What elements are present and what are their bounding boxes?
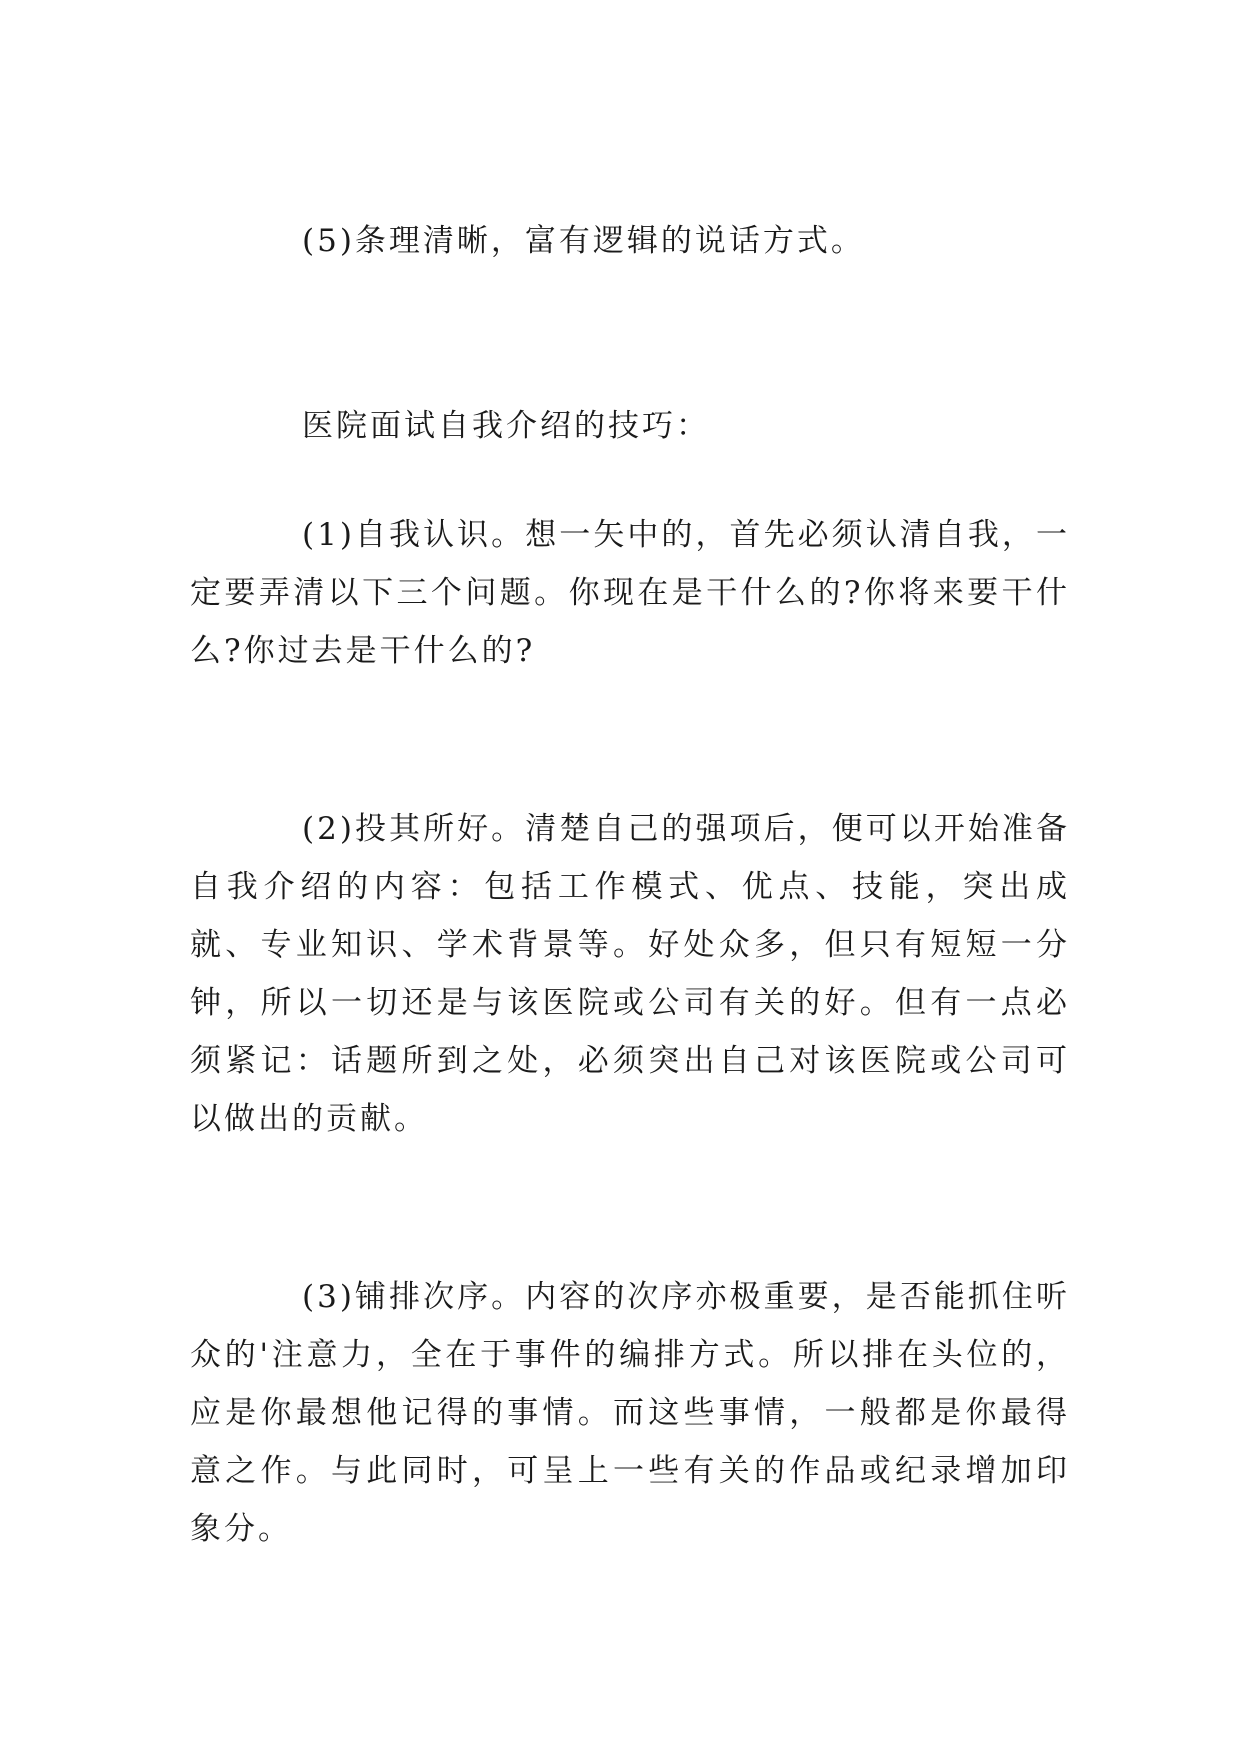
paragraph-point-5: (5)条理清晰，富有逻辑的说话方式。 bbox=[302, 223, 865, 259]
paragraph-tip-3: (3)铺排次序。内容的次序亦极重要，是否能抓住听众的'注意力，全在于事件的编排方式。所以排在头位的，应是你最想他记得的事情。而这些事情，一般都是你最得意之作。与此同时，可呈上一些有关的作品或纪录增加印象分。 bbox=[190, 1279, 1070, 1547]
section-heading: 医院面试自我介绍的技巧： bbox=[302, 408, 710, 444]
paragraph-tip-2: (2)投其所好。清楚自己的强项后，便可以开始准备自我介绍的内容：包括工作模式、优点、技能，突出成就、专业知识、学术背景等。好处众多，但只有短短一分钟，所以一切还是与该医院或公司有关的好。但有一点必须紧记：话题所到之处，必须突出自己对该医院或公司可以做出的贡献。 bbox=[190, 811, 1070, 1137]
paragraph-tip-1: (1)自我认识。想一矢中的，首先必须认清自我，一定要弄清以下三个问题。你现在是干什么的?你将来要干什么?你过去是干什么的? bbox=[190, 517, 1070, 669]
